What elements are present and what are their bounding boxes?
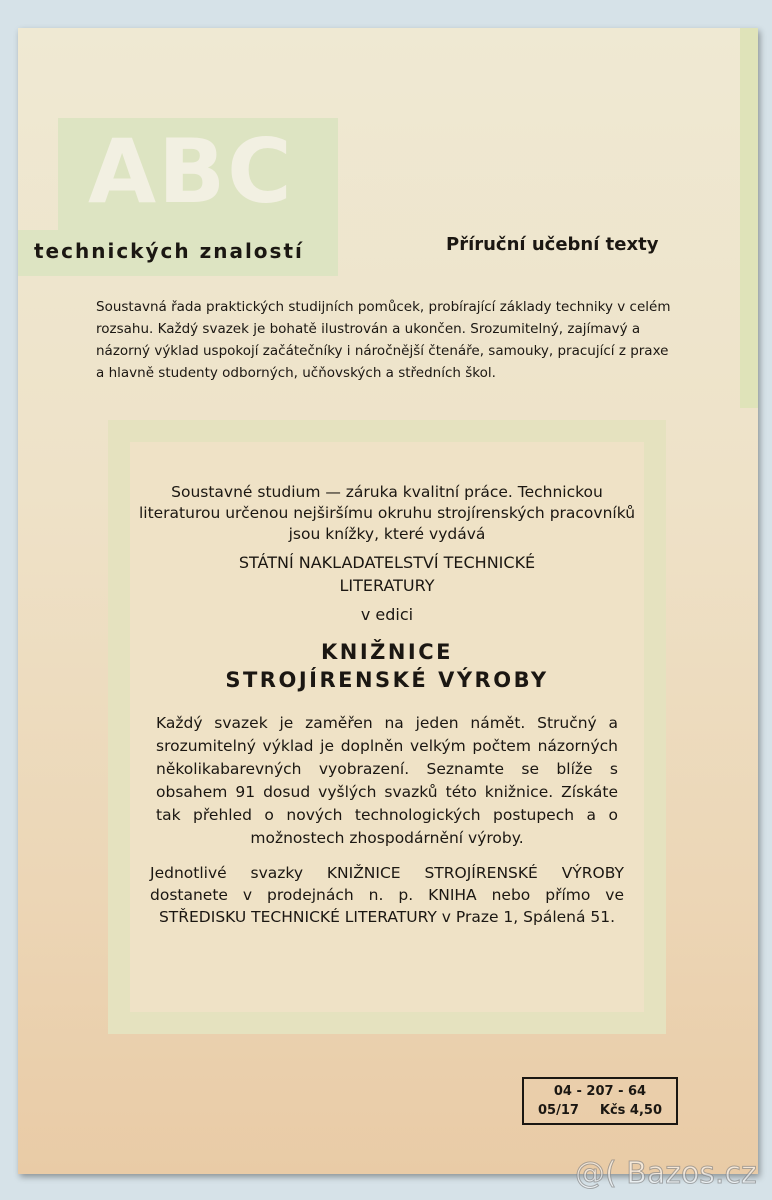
advert-lead: Soustavné studium — záruka kvalitní práce. Technickou literaturou určenou nejširšímu okruhu strojírenských pracovníků jsou knížky, které vydává [138,483,636,543]
series-logo [58,118,338,230]
availability-note: Jednotlivé svazky KNIŽNICE STROJÍRENSKÉ VÝROBY dostanete v prodejnách n. p. KNIHA nebo přímo ve STŘEDISKU TECHNICKÉ LITERATURY v Praze 1, Spálená 51. [150,864,624,926]
catalog-code: 04 - 207 - 64 [553,1084,647,1099]
logo-letters: ABC [88,120,294,223]
book-back-cover [18,28,758,1174]
publisher-line-1: STÁTNÍ NAKLADATELSTVÍ TECHNICKÉ [238,553,536,572]
publisher-line-2: LITERATURY [339,576,435,595]
price: Kčs 4,50 [599,1103,662,1118]
edition-title-1: KNIŽNICE [320,640,454,664]
series-subtitle: Příruční učební texty [446,234,659,255]
price-box [522,1077,678,1125]
series-name: technických znalostí [34,239,304,263]
bazos-watermark: @( Bazos.cz [575,1156,757,1191]
in-edition: v edici [360,605,414,624]
series-intro: Soustavná řada praktických studijních pomůcek, probírající základy techniky v celém rozsahu. Každý svazek je bohatě ilustrován a ukončen. Srozumitelný, zajímavý a názorný výklad uspokojí začátečníky i náročnější čtenáře, samouky, pracující z praxe a hlavně studenty odborných, učňovských a středních škol. [96,299,671,381]
edition-description: Každý svazek je zaměřen na jeden námět. Stručný a srozumitelný výklad je doplněn velkým počtem názorných několikabarevných vyobrazení. Seznamte se blíže s obsahem 91 dosud vyšlých svazků této knižnice. Získáte tak přehled o nových technologických postupech a o možnostech zhospodárnění výroby. [156,714,618,847]
advert-frame [108,420,666,1034]
catalog-number: 05/17 [538,1103,579,1118]
advert-content [130,442,644,1012]
spine-edge [740,28,758,408]
edition-title-2: STROJÍRENSKÉ VÝROBY [225,668,549,692]
